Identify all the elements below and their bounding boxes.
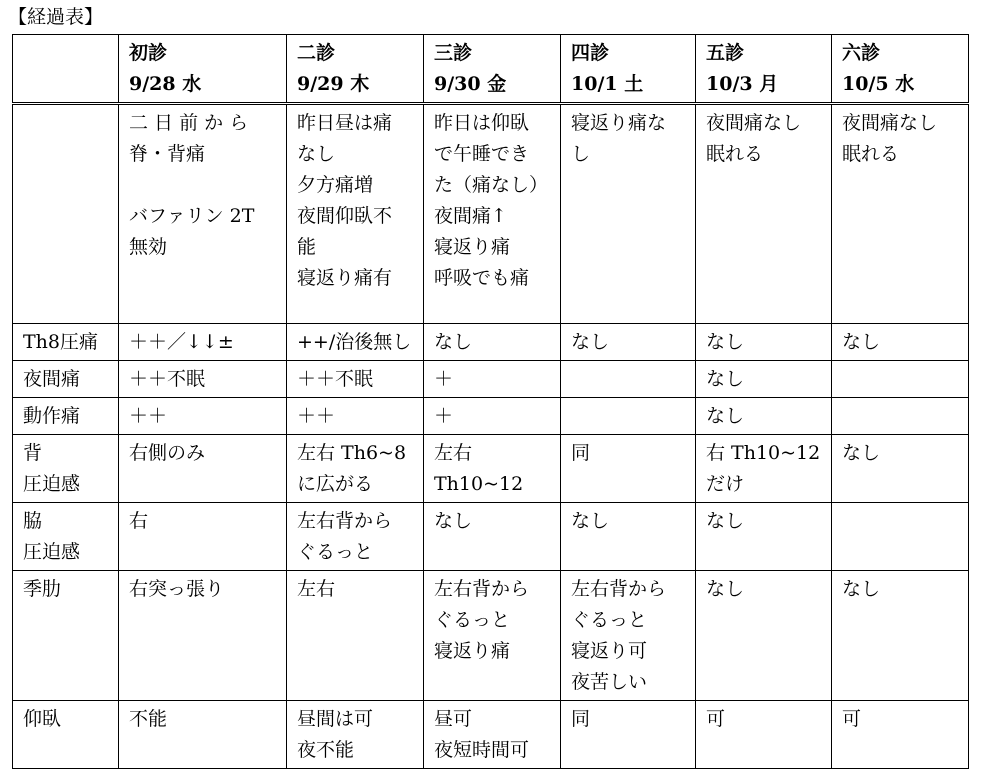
cell-line: 右側のみ	[129, 442, 206, 464]
row-label: 脇	[23, 510, 43, 532]
cell-line: 左右 Th6~8	[297, 442, 407, 464]
cell-line	[842, 364, 962, 395]
cell-line: 寝返り痛有	[297, 267, 393, 289]
cell-line: 左右	[434, 442, 473, 464]
cell-line: 右	[129, 510, 149, 532]
visit-date: 9/28 水	[129, 73, 202, 95]
table-cell	[119, 324, 287, 361]
cell-line: なし	[706, 368, 745, 390]
cell-line: 寝返り痛	[434, 236, 511, 258]
table-cell	[119, 361, 287, 398]
cell-line: 同	[571, 708, 591, 730]
table-cell	[561, 398, 696, 435]
cell-line: 二 日 前 か ら	[129, 112, 249, 134]
cell-line: 夜間痛なし	[842, 112, 938, 134]
corner-cell	[13, 35, 119, 104]
table-cell	[287, 104, 424, 324]
cell-line: 夜苦しい	[571, 671, 648, 693]
table-cell	[119, 398, 287, 435]
visit-label: 六診	[842, 42, 881, 64]
cell-line: 夜間痛なし	[706, 112, 802, 134]
cell-line: バファリン 2T	[129, 205, 255, 227]
table-row	[13, 104, 969, 324]
table-cell	[696, 435, 832, 503]
cell-line: なし	[706, 331, 745, 353]
visit-date: 10/3 月	[706, 73, 779, 95]
cell-line: なし	[571, 510, 610, 532]
row-header-cell	[13, 361, 119, 398]
cell-line: なし	[706, 510, 745, 532]
table-cell	[561, 435, 696, 503]
cell-line: 夕方痛増	[297, 174, 374, 196]
cell-line: で午睡でき	[434, 143, 530, 165]
row-label: 季肋	[23, 578, 62, 600]
row-label: 背	[23, 442, 43, 464]
visit-date: 10/5 水	[842, 73, 915, 95]
visit-header-cell	[561, 35, 696, 104]
cell-line: 昼可	[434, 708, 473, 730]
table-cell	[119, 104, 287, 324]
cell-line: 昨日は仰臥	[434, 112, 530, 134]
cell-line: 左右	[297, 578, 336, 600]
cell-line: 不能	[129, 708, 168, 730]
table-cell	[561, 361, 696, 398]
cell-line: 夜間痛↑	[434, 205, 507, 227]
row-header-cell	[13, 571, 119, 701]
cell-line: 昨日昼は痛	[297, 112, 393, 134]
table-cell	[424, 398, 561, 435]
table-cell	[287, 361, 424, 398]
cell-line	[571, 401, 689, 432]
visit-header-cell	[119, 35, 287, 104]
row-label: 仰臥	[23, 708, 62, 730]
cell-line: 左右背から	[571, 578, 667, 600]
cell-line: 右 Th10~12	[706, 442, 821, 464]
row-label: 動作痛	[23, 405, 81, 427]
table-cell	[696, 503, 832, 571]
table-cell	[287, 324, 424, 361]
table-row	[13, 361, 969, 398]
table-cell	[119, 435, 287, 503]
visit-header-cell	[424, 35, 561, 104]
table-cell	[832, 503, 969, 571]
cell-line: 能	[297, 236, 317, 258]
row-label: Th8圧痛	[23, 331, 98, 353]
cell-line: なし	[571, 331, 610, 353]
cell-line: 夜短時間可	[434, 739, 530, 761]
table-cell	[832, 104, 969, 324]
cell-line: ++/治後無し	[297, 331, 412, 353]
cell-line: なし	[842, 442, 881, 464]
cell-line: 夜不能	[297, 739, 355, 761]
row-label: 夜間痛	[23, 368, 81, 390]
visit-header-cell	[696, 35, 832, 104]
table-cell	[424, 324, 561, 361]
table-cell	[119, 571, 287, 701]
cell-line: ＋	[434, 368, 454, 390]
cell-line	[571, 364, 689, 395]
row-header-cell	[13, 324, 119, 361]
table-row	[13, 571, 969, 701]
table-cell	[287, 435, 424, 503]
visit-header-cell	[832, 35, 969, 104]
cell-line: ＋＋	[129, 405, 168, 427]
cell-line: なし	[434, 510, 473, 532]
cell-line: ＋＋不眠	[129, 368, 206, 390]
cell-line: し	[571, 143, 591, 165]
table-cell	[696, 104, 832, 324]
table-cell	[287, 398, 424, 435]
visit-label: 二診	[297, 42, 336, 64]
table-cell	[832, 435, 969, 503]
table-cell	[832, 324, 969, 361]
cell-line: 寝返り痛な	[571, 112, 667, 134]
row-label: 圧迫感	[23, 473, 81, 495]
cell-line	[842, 506, 962, 537]
table-cell	[424, 503, 561, 571]
header-row	[13, 35, 969, 104]
table-row	[13, 503, 969, 571]
visit-label: 五診	[706, 42, 745, 64]
progress-table	[12, 34, 969, 769]
table-row	[13, 435, 969, 503]
table-cell	[561, 324, 696, 361]
cell-line: た（痛なし）	[434, 174, 549, 196]
visit-date: 10/1 土	[571, 73, 644, 95]
cell-line: 寝返り可	[571, 640, 648, 662]
cell-line: 左右背から	[297, 510, 393, 532]
cell-line: ＋	[434, 405, 454, 427]
row-header-cell	[13, 104, 119, 324]
cell-line	[842, 401, 962, 432]
table-cell	[832, 361, 969, 398]
cell-line: 脊・背痛	[129, 143, 206, 165]
cell-line: だけ	[706, 473, 745, 495]
visit-label: 四診	[571, 42, 610, 64]
cell-line: 呼吸でも痛	[434, 267, 530, 289]
table-cell	[287, 503, 424, 571]
cell-line: 寝返り痛	[434, 640, 511, 662]
document-title: 【経過表】	[8, 6, 104, 28]
visit-label: 三診	[434, 42, 473, 64]
cell-line: 眠れる	[706, 143, 764, 165]
cell-line: Th10~12	[434, 473, 524, 495]
cell-line: 昼間は可	[297, 708, 374, 730]
cell-line: ぐるっと	[571, 609, 648, 631]
cell-line: ＋＋	[297, 405, 336, 427]
table-cell	[832, 398, 969, 435]
table-row	[13, 398, 969, 435]
cell-line: なし	[706, 405, 745, 427]
visit-label: 初診	[129, 42, 168, 64]
cell-line: 同	[571, 442, 591, 464]
row-label	[23, 108, 112, 139]
cell-line: なし	[434, 331, 473, 353]
table-cell	[424, 104, 561, 324]
table-cell	[696, 324, 832, 361]
cell-line: なし	[842, 331, 881, 353]
table-cell	[696, 571, 832, 701]
row-label: 圧迫感	[23, 541, 81, 563]
row-header-cell	[13, 503, 119, 571]
cell-line: なし	[706, 578, 745, 600]
table-cell	[696, 398, 832, 435]
table-row	[13, 324, 969, 361]
cell-line: 左右背から	[434, 578, 530, 600]
table-cell	[561, 104, 696, 324]
cell-line: ぐるっと	[297, 541, 374, 563]
table-cell	[119, 503, 287, 571]
cell-line: ＋＋不眠	[297, 368, 374, 390]
cell-line: 右突っ張り	[129, 578, 225, 600]
row-header-cell	[13, 435, 119, 503]
table-cell	[424, 571, 561, 701]
cell-line: 眠れる	[842, 143, 900, 165]
cell-line: 可	[842, 708, 862, 730]
table-cell	[561, 571, 696, 701]
cell-line: なし	[297, 143, 336, 165]
table-cell	[696, 361, 832, 398]
cell-line: 可	[706, 708, 726, 730]
visit-header-cell	[287, 35, 424, 104]
cell-line: 夜間仰臥不	[297, 205, 393, 227]
cell-line	[129, 170, 280, 201]
table-cell	[424, 435, 561, 503]
cell-line: 無効	[129, 236, 168, 258]
table-cell	[287, 571, 424, 701]
table-cell	[424, 361, 561, 398]
visit-date: 9/29 木	[297, 73, 370, 95]
cell-line: ＋＋／↓↓±	[129, 331, 234, 353]
visit-date: 9/30 金	[434, 73, 507, 95]
cell-line: ぐるっと	[434, 609, 511, 631]
table-cell	[561, 503, 696, 571]
table-cell	[832, 571, 969, 701]
cell-line: なし	[842, 578, 881, 600]
cell-line: に広がる	[297, 473, 374, 495]
row-header-cell	[13, 398, 119, 435]
